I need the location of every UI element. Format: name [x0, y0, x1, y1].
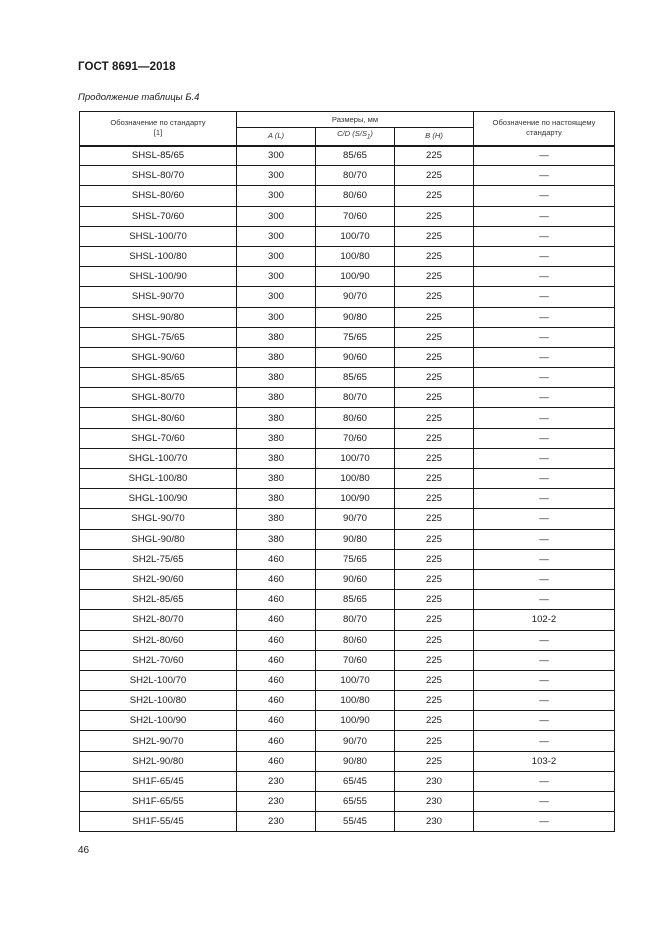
cell-this-standard: — — [474, 186, 615, 206]
cell-a: 460 — [237, 590, 316, 610]
cell-a: 380 — [237, 448, 316, 468]
cell-a: 300 — [237, 246, 316, 266]
cell-cd: 90/60 — [316, 569, 395, 589]
cell-this-standard: — — [474, 287, 615, 307]
cell-a: 460 — [237, 751, 316, 771]
cell-cd: 90/70 — [316, 509, 395, 529]
cell-this-standard: — — [474, 549, 615, 569]
cell-b: 230 — [395, 792, 474, 812]
cell-designation: SHSL-80/70 — [80, 166, 237, 186]
cell-cd: 100/90 — [316, 489, 395, 509]
cell-b: 225 — [395, 186, 474, 206]
cell-this-standard: 103-2 — [474, 751, 615, 771]
cell-b: 225 — [395, 327, 474, 347]
cell-cd: 100/70 — [316, 226, 395, 246]
cell-a: 380 — [237, 327, 316, 347]
cell-a: 460 — [237, 731, 316, 751]
cell-this-standard: — — [474, 569, 615, 589]
cell-this-standard: — — [474, 307, 615, 327]
table-body — [80, 146, 615, 832]
table-row — [80, 812, 615, 832]
cell-a: 380 — [237, 347, 316, 367]
cell-b: 225 — [395, 691, 474, 711]
cell-cd: 80/60 — [316, 186, 395, 206]
cell-b: 225 — [395, 347, 474, 367]
cell-cd: 90/80 — [316, 307, 395, 327]
cell-b: 225 — [395, 428, 474, 448]
cell-designation: SH2L-70/60 — [80, 650, 237, 670]
cell-b: 225 — [395, 489, 474, 509]
cell-a: 460 — [237, 711, 316, 731]
cell-a: 380 — [237, 469, 316, 489]
cell-b: 225 — [395, 630, 474, 650]
page-number: 46 — [78, 845, 90, 856]
table-row — [80, 590, 615, 610]
cell-cd: 75/65 — [316, 327, 395, 347]
cell-designation: SH1F-55/45 — [80, 812, 237, 832]
header-cd — [316, 128, 395, 146]
table-row — [80, 569, 615, 589]
cell-this-standard: — — [474, 246, 615, 266]
cell-this-standard: — — [474, 428, 615, 448]
cell-designation: SHGL-90/70 — [80, 509, 237, 529]
cell-this-standard: — — [474, 408, 615, 428]
cell-this-standard: — — [474, 448, 615, 468]
header-designation: Обозначение по стандарту [1] — [80, 112, 237, 146]
cell-cd: 80/70 — [316, 610, 395, 630]
cell-b: 230 — [395, 771, 474, 791]
cell-designation: SHGL-100/70 — [80, 448, 237, 468]
cell-this-standard: — — [474, 327, 615, 347]
cell-designation: SHGL-85/65 — [80, 368, 237, 388]
cell-designation: SH1F-65/45 — [80, 771, 237, 791]
cell-designation: SHSL-100/70 — [80, 226, 237, 246]
cell-cd: 90/80 — [316, 751, 395, 771]
cell-designation: SH2L-90/60 — [80, 569, 237, 589]
table-row — [80, 771, 615, 791]
dimensions-table — [79, 111, 615, 832]
cell-b: 225 — [395, 307, 474, 327]
header-cd-text: C/D (S/S — [337, 129, 368, 139]
cell-a: 460 — [237, 610, 316, 630]
cell-cd: 80/70 — [316, 166, 395, 186]
cell-cd: 90/70 — [316, 287, 395, 307]
cell-b: 225 — [395, 549, 474, 569]
cell-this-standard: — — [474, 771, 615, 791]
table-row — [80, 388, 615, 408]
cell-designation: SH2L-80/60 — [80, 630, 237, 650]
cell-designation: SHGL-80/70 — [80, 388, 237, 408]
table-row — [80, 166, 615, 186]
cell-this-standard: — — [474, 267, 615, 287]
table-row — [80, 226, 615, 246]
table-row — [80, 246, 615, 266]
cell-this-standard: — — [474, 731, 615, 751]
cell-this-standard: — — [474, 670, 615, 690]
table-row — [80, 186, 615, 206]
cell-this-standard: — — [474, 469, 615, 489]
cell-a: 380 — [237, 509, 316, 529]
table-row — [80, 650, 615, 670]
cell-a: 460 — [237, 670, 316, 690]
document-title: ГОСТ 8691—2018 — [78, 61, 176, 73]
table-row — [80, 146, 615, 166]
cell-designation: SHGL-90/60 — [80, 347, 237, 367]
cell-cd: 100/90 — [316, 267, 395, 287]
cell-b: 225 — [395, 388, 474, 408]
cell-cd: 70/60 — [316, 650, 395, 670]
table-row — [80, 307, 615, 327]
cell-cd: 55/45 — [316, 812, 395, 832]
cell-b: 225 — [395, 146, 474, 166]
cell-a: 230 — [237, 792, 316, 812]
cell-b: 225 — [395, 610, 474, 630]
table-row — [80, 408, 615, 428]
cell-this-standard: — — [474, 529, 615, 549]
cell-this-standard: — — [474, 590, 615, 610]
cell-b: 225 — [395, 509, 474, 529]
header-cd-sub: 1 — [367, 135, 371, 141]
cell-a: 460 — [237, 549, 316, 569]
header-cd-end: ) — [370, 129, 373, 139]
cell-cd: 100/80 — [316, 246, 395, 266]
cell-cd: 75/65 — [316, 549, 395, 569]
cell-designation: SH2L-100/80 — [80, 691, 237, 711]
cell-cd: 80/60 — [316, 630, 395, 650]
cell-this-standard: — — [474, 226, 615, 246]
table-row — [80, 448, 615, 468]
cell-this-standard: — — [474, 691, 615, 711]
cell-designation: SHGL-100/90 — [80, 489, 237, 509]
cell-cd: 70/60 — [316, 428, 395, 448]
cell-a: 380 — [237, 428, 316, 448]
cell-b: 225 — [395, 246, 474, 266]
cell-cd: 70/60 — [316, 206, 395, 226]
cell-cd: 90/70 — [316, 731, 395, 751]
cell-this-standard: — — [474, 489, 615, 509]
table-row — [80, 529, 615, 549]
cell-cd: 100/80 — [316, 691, 395, 711]
cell-a: 300 — [237, 186, 316, 206]
cell-a: 300 — [237, 206, 316, 226]
cell-b: 225 — [395, 226, 474, 246]
cell-designation: SHSL-90/70 — [80, 287, 237, 307]
cell-cd: 85/65 — [316, 146, 395, 166]
cell-b: 225 — [395, 267, 474, 287]
cell-cd: 100/80 — [316, 469, 395, 489]
table-row — [80, 731, 615, 751]
cell-a: 300 — [237, 146, 316, 166]
table-row — [80, 287, 615, 307]
cell-designation: SHSL-100/90 — [80, 267, 237, 287]
cell-designation: SHGL-100/80 — [80, 469, 237, 489]
cell-b: 225 — [395, 569, 474, 589]
cell-b: 225 — [395, 590, 474, 610]
cell-this-standard: — — [474, 368, 615, 388]
cell-cd: 100/70 — [316, 670, 395, 690]
cell-designation: SH1F-65/55 — [80, 792, 237, 812]
cell-this-standard: — — [474, 711, 615, 731]
header-this-standard: Обозначение по настоящему стандарту — [474, 112, 615, 146]
cell-b: 225 — [395, 408, 474, 428]
cell-designation: SHSL-100/80 — [80, 246, 237, 266]
cell-b: 225 — [395, 206, 474, 226]
cell-cd: 90/80 — [316, 529, 395, 549]
table-row — [80, 327, 615, 347]
cell-a: 300 — [237, 307, 316, 327]
header-a: A (L) — [237, 128, 316, 146]
cell-a: 300 — [237, 226, 316, 246]
cell-designation: SH2L-90/70 — [80, 731, 237, 751]
table-row — [80, 428, 615, 448]
cell-cd: 100/70 — [316, 448, 395, 468]
cell-designation: SHSL-90/80 — [80, 307, 237, 327]
cell-designation: SH2L-90/80 — [80, 751, 237, 771]
cell-a: 230 — [237, 812, 316, 832]
cell-designation: SHGL-75/65 — [80, 327, 237, 347]
cell-b: 225 — [395, 731, 474, 751]
cell-this-standard: — — [474, 812, 615, 832]
cell-cd: 100/90 — [316, 711, 395, 731]
table-row — [80, 469, 615, 489]
table-row — [80, 610, 615, 630]
cell-this-standard: 102-2 — [474, 610, 615, 630]
table-row — [80, 347, 615, 367]
cell-this-standard: — — [474, 206, 615, 226]
cell-designation: SH2L-100/70 — [80, 670, 237, 690]
cell-a: 380 — [237, 408, 316, 428]
cell-b: 225 — [395, 287, 474, 307]
cell-designation: SHSL-85/65 — [80, 146, 237, 166]
cell-b: 225 — [395, 529, 474, 549]
table-row — [80, 206, 615, 226]
cell-a: 300 — [237, 166, 316, 186]
cell-a: 380 — [237, 388, 316, 408]
cell-this-standard: — — [474, 146, 615, 166]
table-row — [80, 489, 615, 509]
cell-b: 225 — [395, 670, 474, 690]
cell-this-standard: — — [474, 166, 615, 186]
cell-designation: SH2L-85/65 — [80, 590, 237, 610]
table-row — [80, 691, 615, 711]
cell-b: 225 — [395, 711, 474, 731]
table-row — [80, 792, 615, 812]
cell-a: 460 — [237, 569, 316, 589]
cell-a: 300 — [237, 287, 316, 307]
table-caption: Продолжение таблицы Б.4 — [78, 92, 200, 103]
cell-a: 460 — [237, 650, 316, 670]
cell-a: 380 — [237, 489, 316, 509]
cell-designation: SH2L-100/90 — [80, 711, 237, 731]
table-row — [80, 509, 615, 529]
cell-cd: 65/55 — [316, 792, 395, 812]
cell-designation: SH2L-75/65 — [80, 549, 237, 569]
header-dimensions: Размеры, мм — [237, 112, 474, 128]
header-b: B (H) — [395, 128, 474, 146]
cell-a: 460 — [237, 630, 316, 650]
cell-designation: SHSL-70/60 — [80, 206, 237, 226]
cell-this-standard: — — [474, 630, 615, 650]
cell-designation: SHGL-90/80 — [80, 529, 237, 549]
cell-designation: SHGL-70/60 — [80, 428, 237, 448]
cell-designation: SH2L-80/70 — [80, 610, 237, 630]
cell-a: 460 — [237, 691, 316, 711]
cell-this-standard: — — [474, 650, 615, 670]
cell-designation: SHGL-80/60 — [80, 408, 237, 428]
cell-a: 300 — [237, 267, 316, 287]
cell-b: 230 — [395, 812, 474, 832]
table-row — [80, 267, 615, 287]
cell-b: 225 — [395, 166, 474, 186]
cell-b: 225 — [395, 650, 474, 670]
cell-cd: 65/45 — [316, 771, 395, 791]
cell-cd: 80/70 — [316, 388, 395, 408]
table-row — [80, 368, 615, 388]
table-row — [80, 549, 615, 569]
cell-this-standard: — — [474, 388, 615, 408]
cell-a: 380 — [237, 368, 316, 388]
cell-a: 380 — [237, 529, 316, 549]
cell-b: 225 — [395, 368, 474, 388]
cell-a: 230 — [237, 771, 316, 791]
cell-designation: SHSL-80/60 — [80, 186, 237, 206]
table-row — [80, 751, 615, 771]
table-row — [80, 630, 615, 650]
cell-cd: 80/60 — [316, 408, 395, 428]
cell-this-standard: — — [474, 509, 615, 529]
cell-cd: 90/60 — [316, 347, 395, 367]
cell-this-standard: — — [474, 792, 615, 812]
cell-b: 225 — [395, 448, 474, 468]
cell-cd: 85/65 — [316, 590, 395, 610]
cell-this-standard: — — [474, 347, 615, 367]
table-row — [80, 711, 615, 731]
cell-b: 225 — [395, 751, 474, 771]
cell-cd: 85/65 — [316, 368, 395, 388]
cell-b: 225 — [395, 469, 474, 489]
table-row — [80, 670, 615, 690]
